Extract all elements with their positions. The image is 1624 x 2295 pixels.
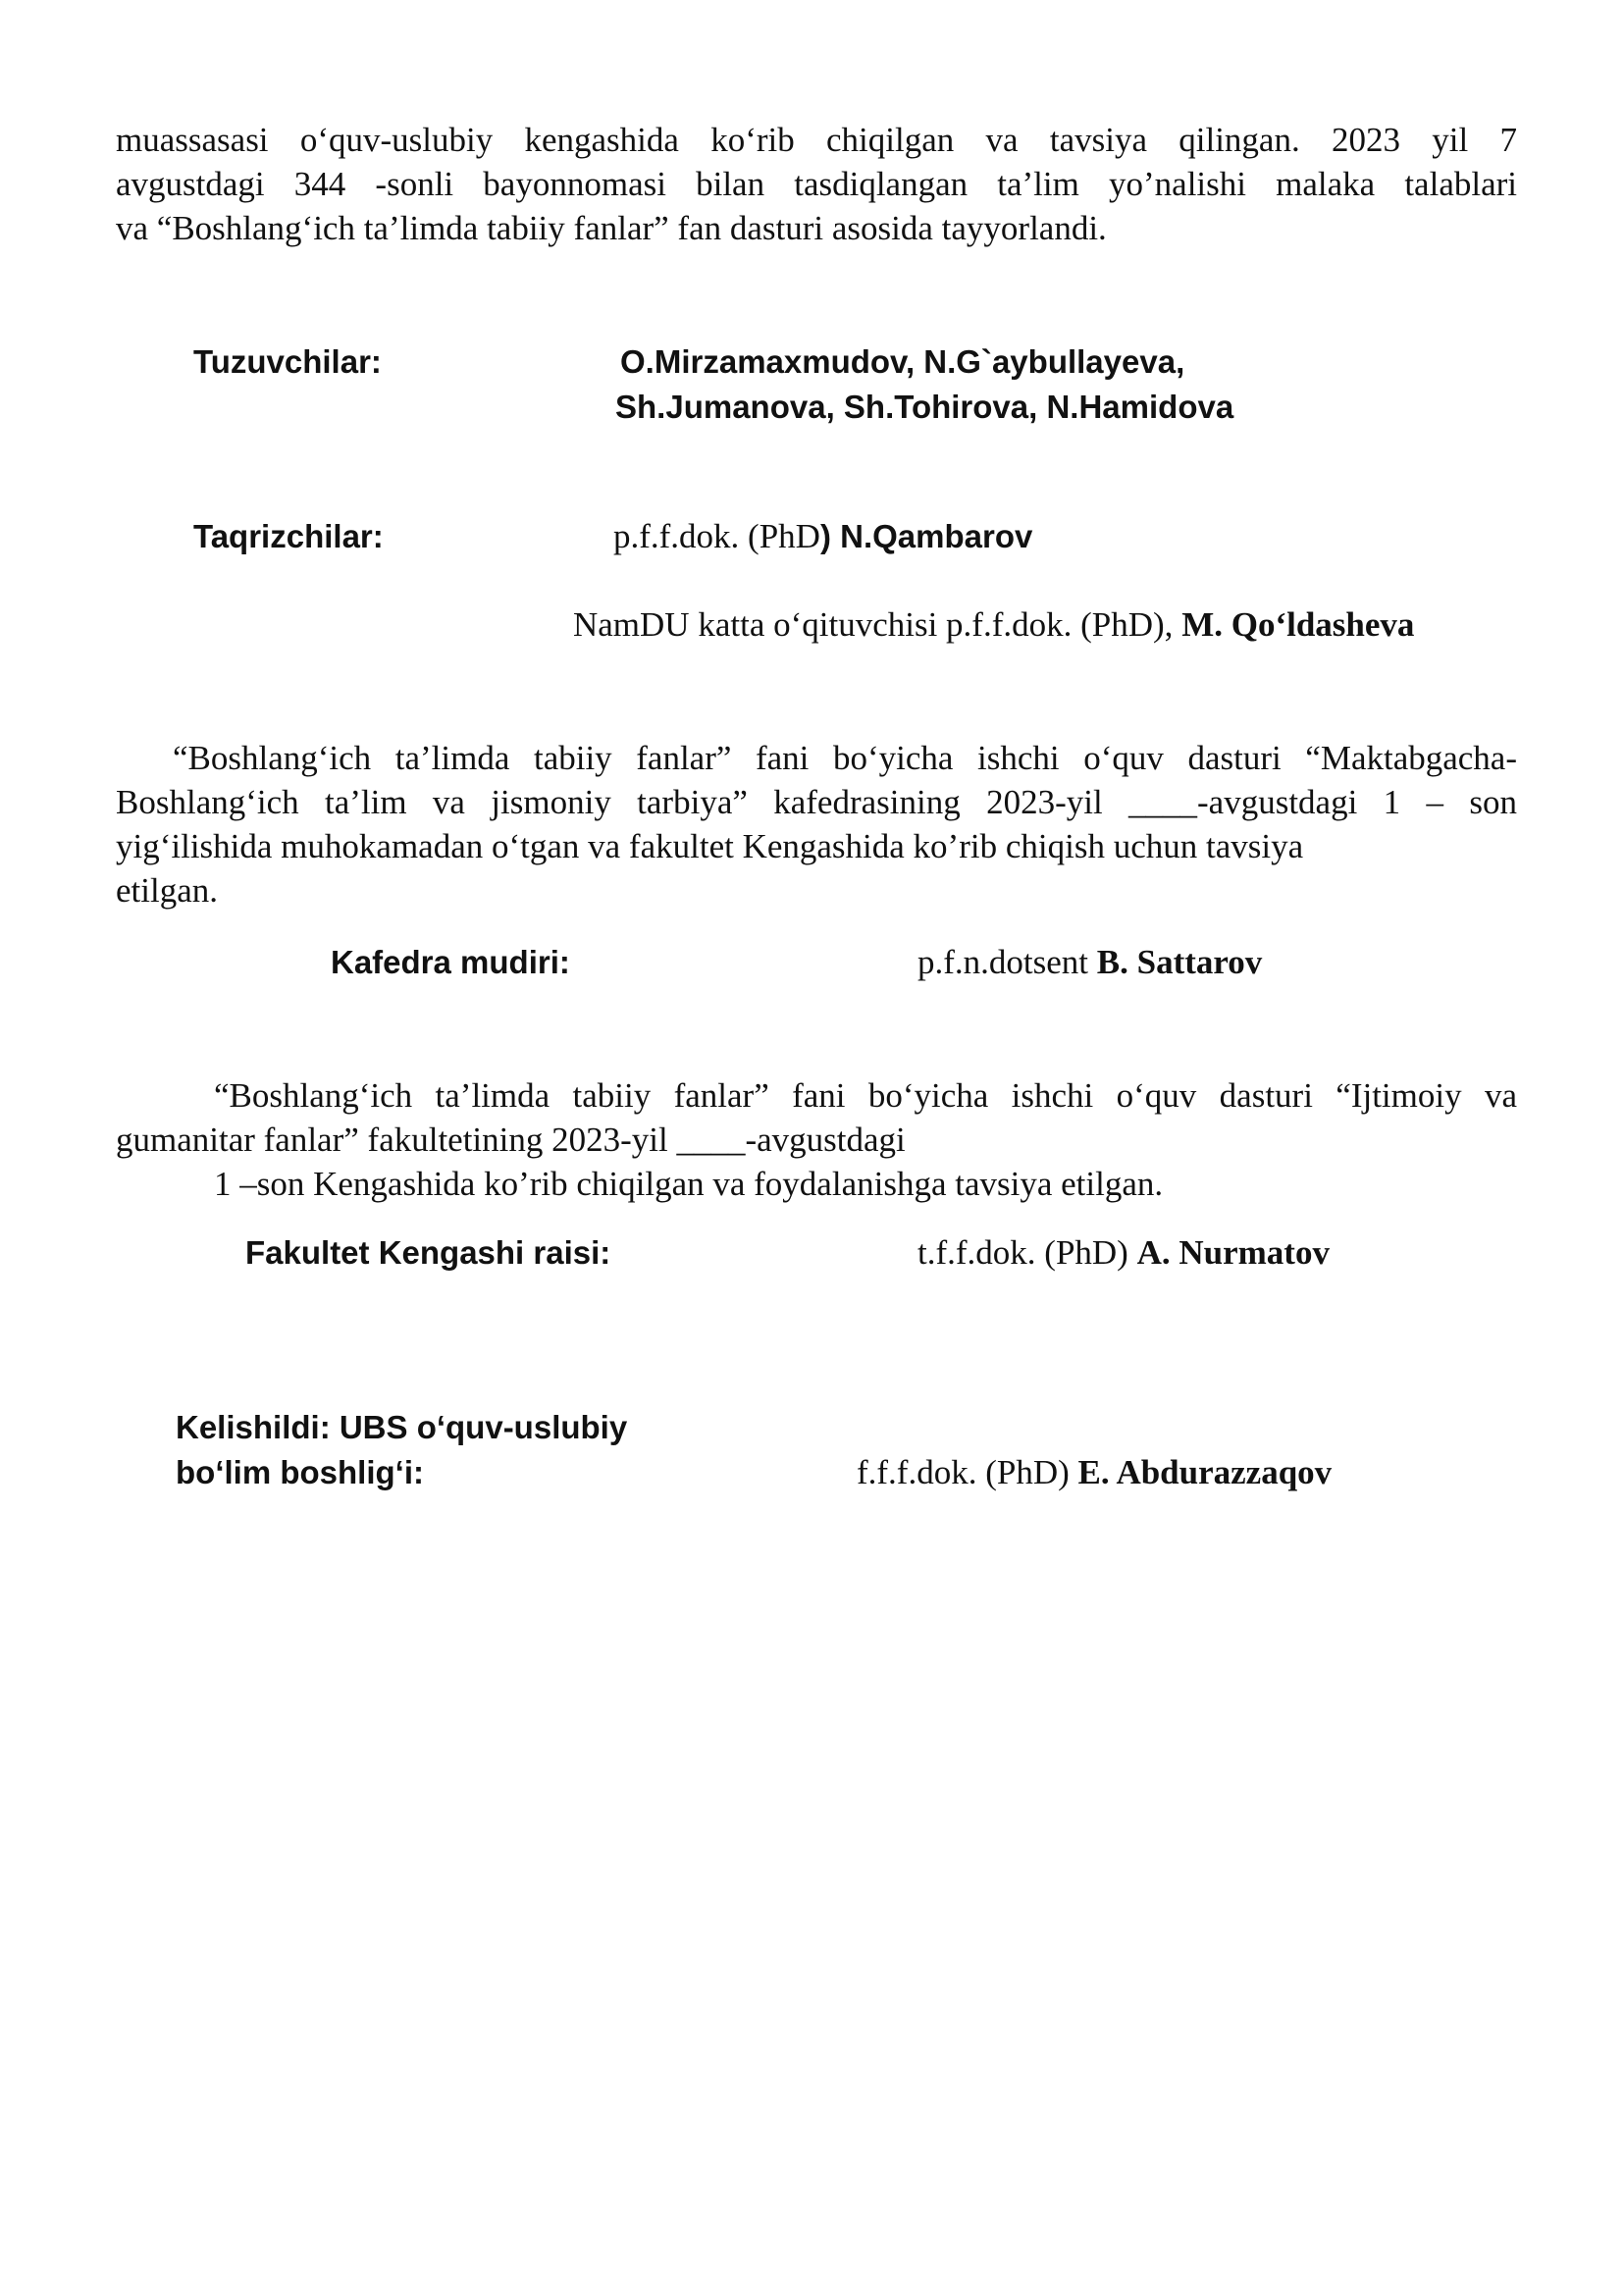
department-head-title: p.f.n.dotsent <box>917 943 1097 981</box>
faculty-paragraph <box>116 1073 1517 1206</box>
faculty-chair-label: Fakultet Kengashi raisi: <box>245 1234 611 1271</box>
department-line: Boshlang‘ich ta’lim va jismoniy tarbiya” kafedrasining 2023-yil ____-avgustdagi 1 – son <box>116 783 1517 821</box>
intro-line: muassasasi o‘quv-uslubiy kengashida ko‘rib chiqilgan va tavsiya qilingan. 2023 yil 7 <box>116 121 1517 159</box>
intro-line: va “Boshlang‘ich ta’limda tabiiy fanlar” fan dasturi asosida tayyorlandi. <box>116 209 1107 247</box>
department-head-name: B. Sattarov <box>1096 943 1263 981</box>
department-line: etilgan. <box>116 871 218 910</box>
department-paragraph <box>116 736 1517 913</box>
reviewer-first <box>613 514 1032 558</box>
department-head-label: Kafedra mudiri: <box>331 944 570 980</box>
compilers-label: Tuzuvchilar: <box>193 343 382 380</box>
faculty-chair <box>917 1230 1330 1275</box>
agreement-title: f.f.f.dok. (PhD) <box>857 1453 1078 1491</box>
reviewer-second-name: M. Qo‘ldasheva <box>1181 605 1415 644</box>
faculty-chair-name: A. Nurmatov <box>1136 1233 1330 1272</box>
department-head <box>917 940 1262 984</box>
intro-line: avgustdagi 344 -sonli bayonnomasi bilan tasdiqlangan ta’lim yo’nalishi malaka talablari <box>116 165 1517 203</box>
reviewer-first-title: p.f.f.dok. (PhD <box>613 517 820 555</box>
faculty-line: gumanitar fanlar” fakultetining 2023-yil ____-avgustdagi <box>116 1121 906 1159</box>
agreement-signatory <box>857 1450 1332 1494</box>
department-line: yig‘ilishida muhokamadan o‘tgan va fakultet Kengashida ko’rib chiqish uchun tavsiya <box>116 827 1304 865</box>
compilers-names-line: O.Mirzamaxmudov, N.G`aybullayeva, <box>620 343 1185 380</box>
faculty-line: “Boshlang‘ich ta’limda tabiiy fanlar” fani bo‘yicha ishchi o‘quv dasturi “Ijtimoiy va <box>214 1076 1517 1115</box>
reviewer-second <box>573 602 1414 647</box>
reviewer-first-name: ) N.Qambarov <box>819 518 1033 554</box>
reviewers-label: Taqrizchilar: <box>193 518 384 554</box>
compilers-names-line: Sh.Jumanova, Sh.Tohirova, N.Hamidova <box>615 389 1234 425</box>
agreement-label-line: Kelishildi: UBS o‘quv-uslubiy <box>176 1409 628 1445</box>
agreement-label-line: bo‘lim boshlig‘i: <box>176 1454 424 1490</box>
agreement-name: E. Abdurazzaqov <box>1077 1453 1333 1491</box>
reviewer-second-title: NamDU katta o‘qituvchisi p.f.f.dok. (PhD), <box>573 605 1182 644</box>
department-line: “Boshlang‘ich ta’limda tabiiy fanlar” fani bo‘yicha ishchi o‘quv dasturi “Maktabgacha- <box>173 739 1517 777</box>
faculty-line: 1 –son Kengashida ko’rib chiqilgan va foydalanishga tavsiya etilgan. <box>214 1165 1164 1203</box>
faculty-chair-title: t.f.f.dok. (PhD) <box>917 1233 1137 1272</box>
intro-paragraph <box>116 118 1517 250</box>
